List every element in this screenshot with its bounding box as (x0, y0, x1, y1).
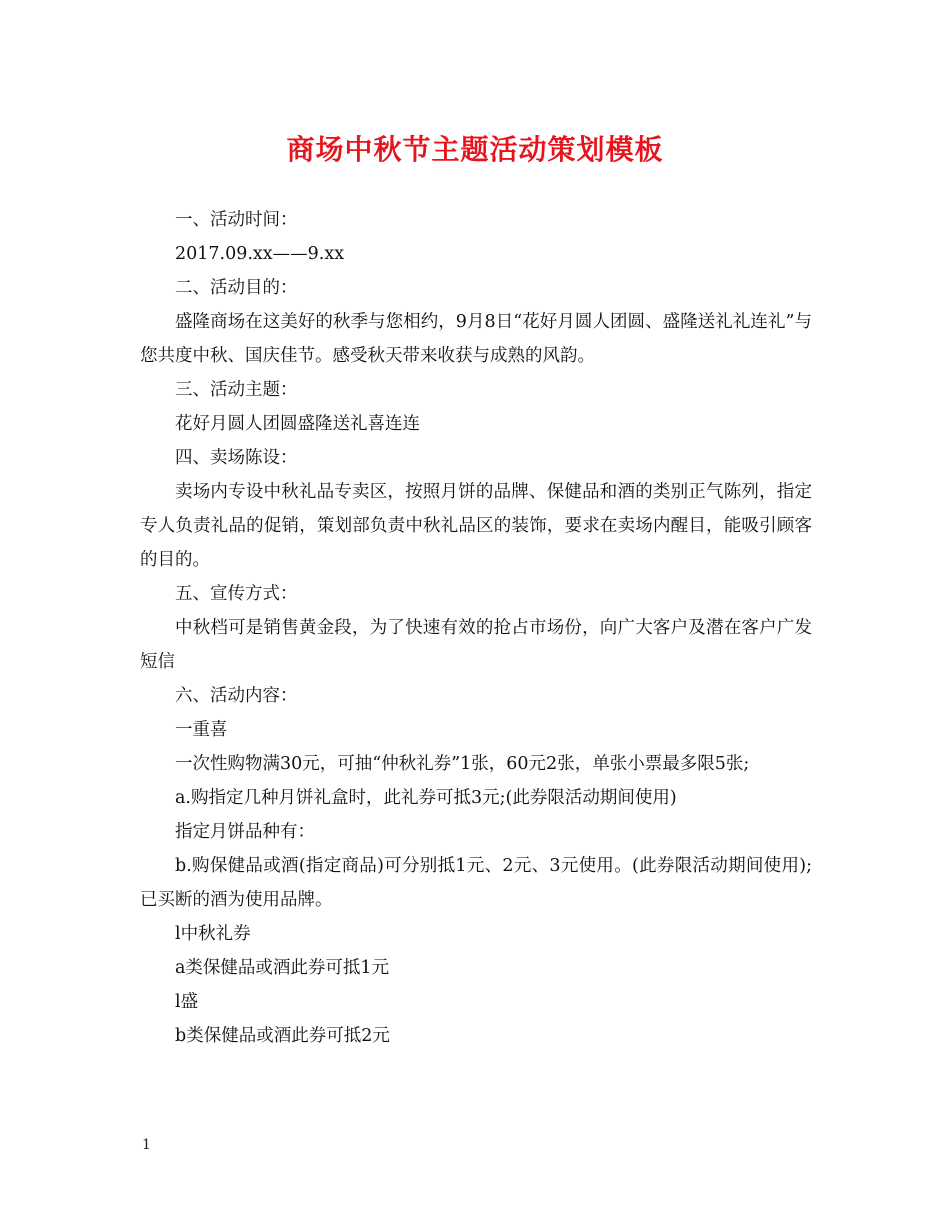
document-title: 商场中秋节主题活动策划模板 (286, 133, 664, 166)
section-heading-promotion: 五、宣传方式： (175, 584, 298, 604)
paragraph-first-gift: 一重喜 (175, 720, 228, 740)
paragraph-mooncake-types: 指定月饼品种有： (175, 822, 315, 842)
paragraph-purpose: 盛隆商场在这美好的秋季与您相约，9月8日“花好月圆人团圆、盛隆送礼礼连礼”与您共度中秋、国庆佳节。感受秋天带来收获与成熟的风韵。 (140, 312, 812, 366)
section-heading-theme: 三、活动主题： (175, 380, 298, 400)
paragraph-lottery: 一次性购物满30元，可抽“仲秋礼券”1张，60元2张，单张小票最多限5张; (175, 754, 750, 774)
list-item-voucher: l中秋礼券 (175, 924, 251, 944)
list-item-sheng: l盛 (175, 992, 199, 1012)
page-number: 1 (142, 1137, 151, 1153)
paragraph-health-voucher: b.购保健品或酒(指定商品)可分别抵1元、2元、3元使用。(此券限活动期间使用);已买断的酒为使用品牌。 (140, 856, 812, 910)
section-heading-purpose: 二、活动目的： (175, 278, 298, 298)
section-heading-content: 六、活动内容： (175, 686, 298, 706)
paragraph-time-value: 2017.09.xx——9.xx (175, 244, 345, 264)
paragraph-promotion: 中秋档可是销售黄金段，为了快速有效的抢占市场份，向广大客户及潜在客户广发短信 (140, 618, 812, 672)
section-heading-time: 一、活动时间： (175, 210, 298, 230)
list-item-class-b: b类保健品或酒此券可抵2元 (175, 1026, 390, 1046)
section-heading-display: 四、卖场陈设： (175, 448, 298, 468)
paragraph-theme: 花好月圆人团圆盛隆送礼喜连连 (175, 414, 420, 434)
paragraph-display: 卖场内专设中秋礼品专卖区，按照月饼的品牌、保健品和酒的类别正气陈列，指定专人负责礼品的促销，策划部负责中秋礼品区的装饰，要求在卖场内醒目，能吸引顾客的目的。 (140, 482, 812, 570)
list-item-class-a: a类保健品或酒此券可抵1元 (175, 958, 390, 978)
document-body (140, 203, 812, 1053)
paragraph-mooncake-voucher: a.购指定几种月饼礼盒时，此礼券可抵3元;(此券限活动期间使用) (175, 788, 677, 808)
